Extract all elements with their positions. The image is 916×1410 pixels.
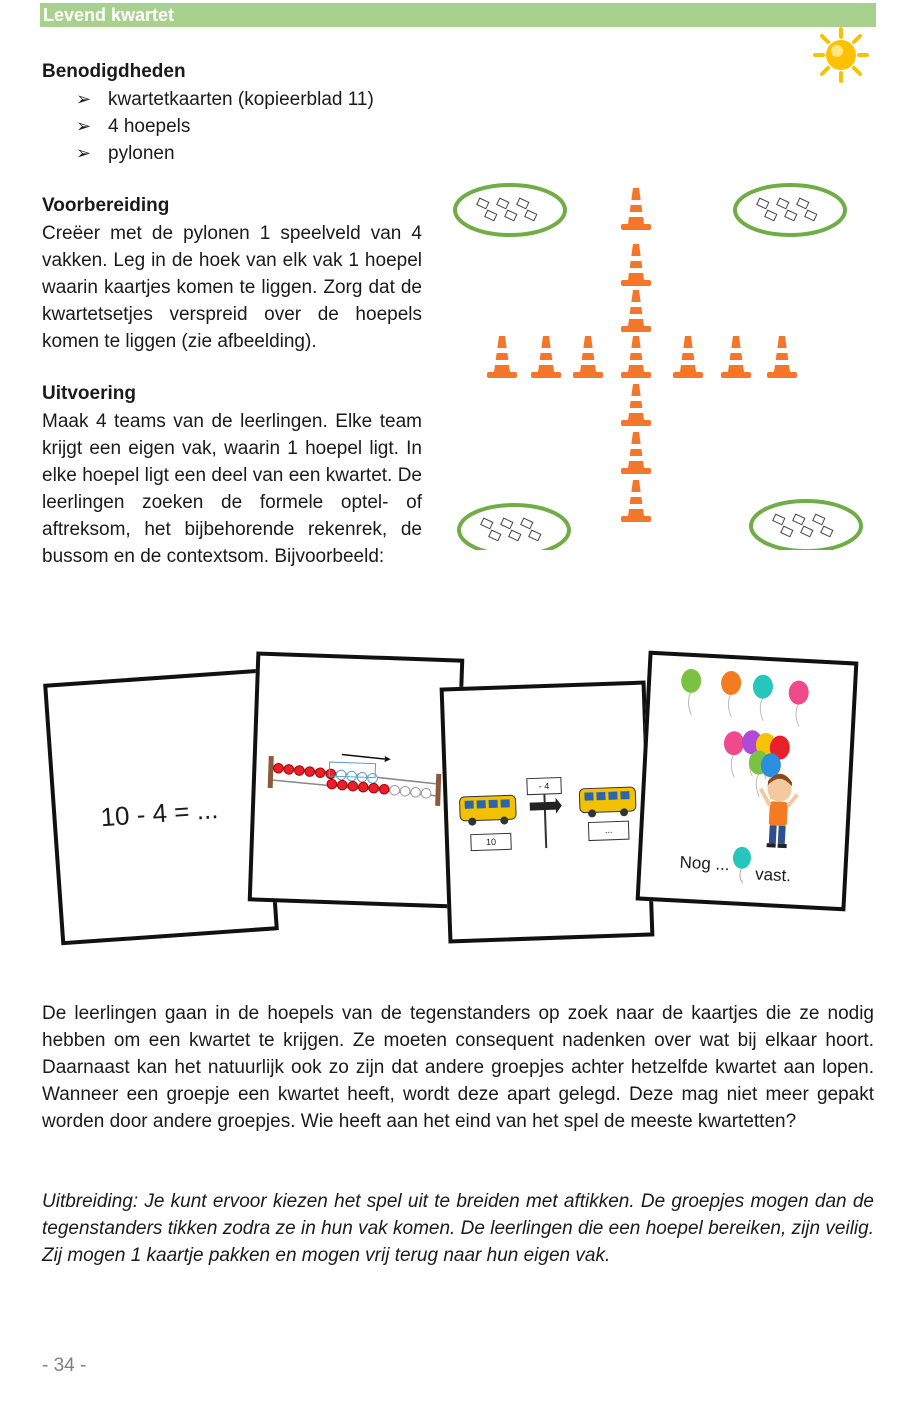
materials-list: [76, 86, 374, 167]
materials-title: Benodigdheden: [42, 61, 186, 82]
preparation-text: Creëer met de pylonen 1 speelveld van 4 vakken. Leg in de hoek van elk vak 1 hoepel waarin kaartjes komen te liggen. Zorg dat de kwartetsetjes verspreid over de hoepels komen te liggen (zie afbeelding).: [42, 223, 422, 352]
arrow-bullet-icon: ➢: [76, 89, 92, 109]
list-item: ➢ pylonen: [76, 140, 374, 167]
cone-icon: [621, 384, 651, 426]
list-item: ➢ 4 hoepels: [76, 113, 374, 140]
balloon-icon: [732, 846, 752, 883]
hoop-icon: [459, 505, 569, 550]
hoop-icon: [751, 501, 861, 550]
cone-icon: [621, 290, 651, 332]
abacus-card: [248, 651, 465, 908]
cone-icon: [487, 336, 517, 378]
cone-icon: [621, 432, 651, 474]
page-number: - 34 -: [42, 1355, 87, 1376]
bus-start-label: 10: [485, 836, 497, 848]
balloon-icon: [722, 731, 744, 778]
balloon-text-right: vast.: [754, 864, 792, 886]
bus-result-label: ...: [604, 824, 613, 835]
cone-icon: [721, 336, 751, 378]
execution-text: Maak 4 teams van de leerlingen. Elke team krijgt een eigen vak, waarin 1 hoepel ligt. In elke hoepel ligt een deel van een kwartet. De leerlingen zoeken de formele optel- of aftreksom, het bijbehorende rekenrek, de bussom en de contextsom. Bijvoorbeeld:: [42, 411, 422, 567]
balloon-icon: [787, 680, 809, 727]
list-item: ➢ kwartetkaarten (kopieerblad 11): [76, 86, 374, 113]
child-icon: [758, 773, 799, 849]
extension-paragraph: Uitbreiding: Je kunt ervoor kiezen het spel uit te breiden met aftikken. De groepjes mogen dan de tegenstanders tikken zodra ze in hun vak komen. De leerlingen die een hoepel bereiken, zijn veilig. Zij mogen 1 kaartje pakken en mogen vrij terug naar hun eigen vak.: [42, 1191, 874, 1266]
cone-icon: [531, 336, 561, 378]
cone-icon: [673, 336, 703, 378]
bus-card: [440, 680, 655, 943]
balloon-card: [636, 651, 859, 912]
cone-icon: [573, 336, 603, 378]
bus-sign-label: - 4: [538, 780, 550, 792]
equation-card: [43, 669, 279, 946]
hoop-icon: [455, 185, 565, 235]
balloon-text-left: Nog ...: [679, 852, 731, 875]
abacus-icon: [252, 656, 460, 905]
equation-text: 10 - 4 = ...: [99, 794, 220, 833]
bus-icon: [579, 787, 636, 818]
page-title: Levend kwartet: [43, 5, 175, 25]
preparation-title: Voorbereiding: [42, 195, 170, 216]
execution-title: Uitvoering: [42, 383, 136, 404]
cone-icon: [621, 244, 651, 286]
cone-icon: [621, 480, 651, 522]
hoop-icon: [735, 185, 845, 235]
arrow-bullet-icon: ➢: [76, 143, 92, 163]
playing-field-illustration: [440, 170, 880, 550]
sun-icon: [812, 26, 870, 84]
arrow-bullet-icon: ➢: [76, 116, 92, 136]
balloon-icon: [719, 671, 741, 718]
header-bar: [40, 3, 876, 27]
cone-icon: [767, 336, 797, 378]
cone-icon: [621, 188, 651, 230]
cone-icon: [621, 336, 651, 378]
bus-icon: [459, 795, 516, 826]
body-paragraph: De leerlingen gaan in de hoepels van de tegenstanders op zoek naar de kaartjes die ze nodig hebben om een kwartet te krijgen. Ze moeten consequent nadenken over wat bij elkaar hoort. Daarnaast kan het natuurlijk ook zo zijn dat andere groepjes achter hetzelfde kwartet aan lopen. Wanneer een groepje een kwartet heeft, wordt deze apart gelegd. Deze mag niet meer gepakt worden door andere groepjes. Wie heeft aan het eind van het spel de meeste kwartetten?: [42, 1003, 874, 1132]
balloon-icon: [679, 668, 701, 715]
balloon-icon: [751, 674, 773, 721]
